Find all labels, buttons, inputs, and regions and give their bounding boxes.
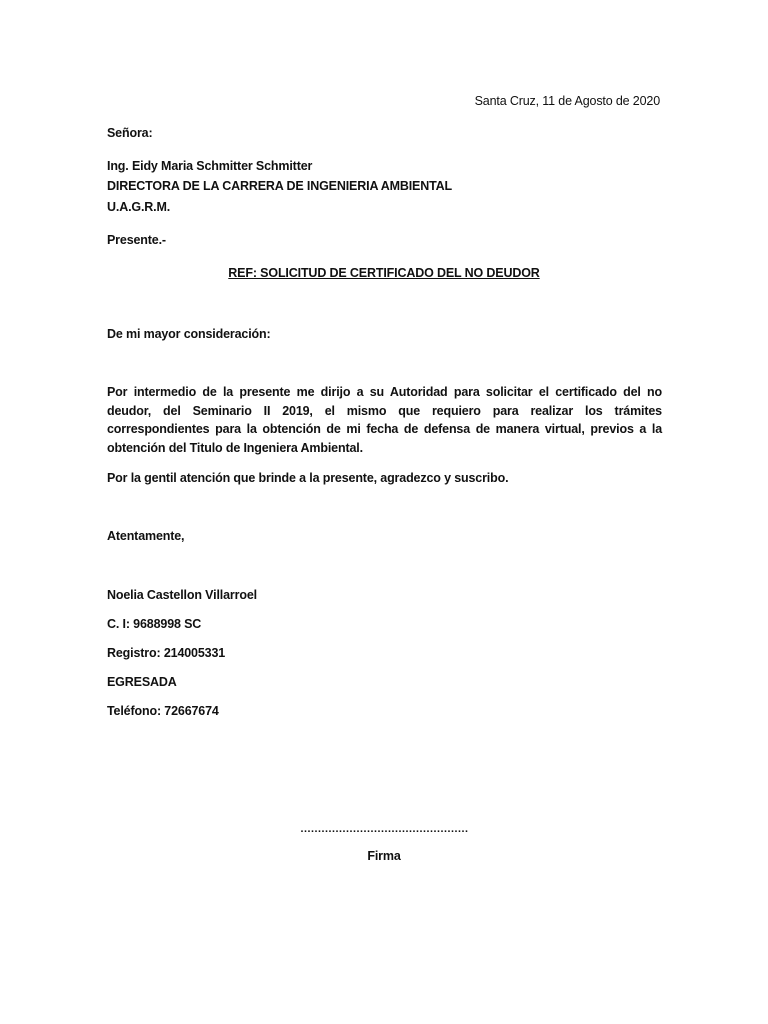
recipient-name: Ing. Eidy Maria Schmitter Schmitter — [107, 159, 313, 173]
sender-status: EGRESADA — [107, 675, 177, 689]
closing: Atentamente, — [107, 529, 185, 543]
greeting: De mi mayor consideración: — [107, 327, 271, 341]
reference-line: REF: SOLICITUD DE CERTIFICADO DEL NO DEUDOR — [228, 266, 540, 280]
sender-phone: Teléfono: 72667674 — [107, 704, 219, 718]
body-paragraph-2: Por la gentil atención que brinde a la presente, agradezco y suscribo. — [107, 471, 509, 485]
presente: Presente.- — [107, 233, 166, 247]
letter-date: Santa Cruz, 11 de Agosto de 2020 — [474, 94, 660, 108]
recipient-position: DIRECTORA DE LA CARRERA DE INGENIERIA AMBIENTAL — [107, 179, 453, 193]
sender-name: Noelia Castellon Villarroel — [107, 588, 257, 602]
recipient-institution: U.A.G.R.M. — [107, 200, 171, 214]
signature-label: Firma — [367, 849, 401, 863]
signature-line: ………………………………………… — [300, 823, 468, 835]
sender-registro: Registro: 214005331 — [107, 646, 226, 660]
salutation: Señora: — [107, 126, 153, 140]
body-paragraph-1: Por intermedio de la presente me dirijo a su Autoridad para solicitar el certificado del no deudor, del Seminario II 2019, el mismo que requiero para realizar los trámites correspondientes para la obtención de mi fecha de defensa de manera virtual, previos a la obtención del Titulo de Ingeniera Ambiental. — [107, 385, 662, 455]
sender-ci: C. I: 9688998 SC — [107, 617, 202, 631]
